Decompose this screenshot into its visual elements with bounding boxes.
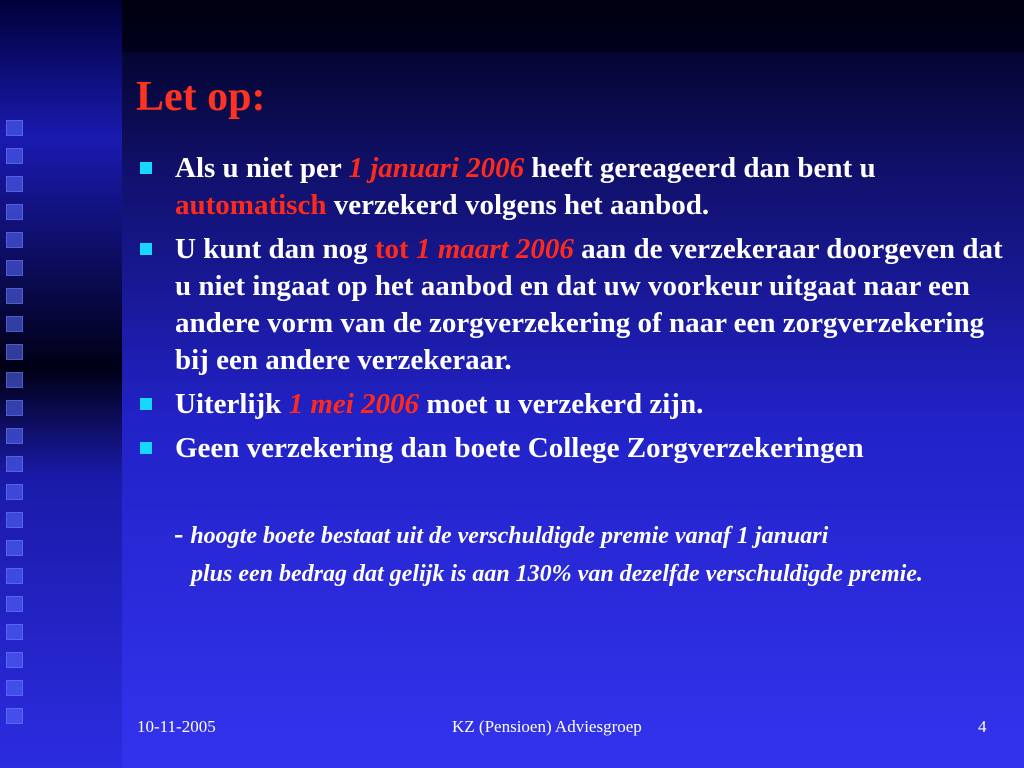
decorative-left-strip — [0, 0, 122, 768]
decorative-square — [6, 484, 23, 500]
square-bullet-icon — [140, 162, 152, 174]
decorative-square — [6, 288, 23, 304]
decorative-square — [6, 624, 23, 640]
bullet-text: Geen verzekering dan boete College Zorgverzekeringen — [175, 432, 864, 464]
bullet-text: verzekerd volgens het aanbod. — [326, 189, 710, 221]
bullet-text: moet u verzekerd zijn. — [419, 388, 704, 420]
sub-note-line-1: hoogte boete bestaat uit de verschuldigde premie vanaf 1 januari — [190, 523, 829, 549]
decorative-square — [6, 512, 23, 528]
decorative-square — [6, 652, 23, 668]
highlight-date: 1 maart 2006 — [415, 233, 574, 265]
decorative-squares — [6, 120, 26, 736]
square-bullet-icon — [140, 442, 152, 454]
highlight-word: automatisch — [175, 189, 327, 221]
decorative-square — [6, 316, 23, 332]
bullet-item — [140, 386, 1010, 423]
decorative-square — [6, 372, 23, 388]
square-bullet-icon — [140, 243, 152, 255]
sub-note-dash: - — [174, 519, 191, 550]
decorative-square — [6, 708, 23, 724]
bullet-text: heeft gereageerd dan bent u — [524, 152, 876, 184]
highlight-date: 1 januari 2006 — [348, 152, 525, 184]
decorative-square — [6, 596, 23, 612]
highlight-word: tot — [374, 233, 409, 265]
footer-page-number: 4 — [978, 717, 987, 736]
bullet-list — [140, 150, 1010, 474]
bullet-text: Uiterlijk — [175, 388, 289, 420]
bullet-item — [140, 430, 1010, 467]
bullet-item — [140, 150, 1010, 224]
slide-title: Let op: — [136, 74, 266, 120]
sub-note-line-2: plus een bedrag dat gelijk is aan 130% van dezelfde verschuldigde premie. — [191, 561, 923, 587]
decorative-square — [6, 344, 23, 360]
decorative-square — [6, 120, 23, 136]
decorative-square — [6, 232, 23, 248]
decorative-square — [6, 204, 23, 220]
top-band — [122, 0, 1024, 52]
decorative-square — [6, 260, 23, 276]
decorative-square — [6, 540, 23, 556]
bullet-text: Als u niet per — [175, 152, 349, 184]
bullet-text — [409, 233, 416, 265]
footer-organization: KZ (Pensioen) Adviesgroep — [452, 717, 642, 736]
decorative-square — [6, 568, 23, 584]
decorative-square — [6, 428, 23, 444]
square-bullet-icon — [140, 398, 152, 410]
bullet-text: U kunt dan nog — [175, 233, 375, 265]
bullet-item — [140, 231, 1010, 379]
decorative-square — [6, 680, 23, 696]
bullet-text: aan de verzekeraar doorgeven dat u niet ingaat op het aanbod en dat uw voorkeur uitgaat naar een andere vorm van de zorgverzekering of naar een zorgverzekering bij een andere verzekeraar. — [175, 233, 1003, 376]
decorative-square — [6, 148, 23, 164]
decorative-square — [6, 176, 23, 192]
highlight-date: 1 mei 2006 — [288, 388, 420, 420]
decorative-square — [6, 400, 23, 416]
decorative-square — [6, 456, 23, 472]
sub-note — [174, 516, 974, 593]
footer-date: 10-11-2005 — [137, 717, 216, 736]
